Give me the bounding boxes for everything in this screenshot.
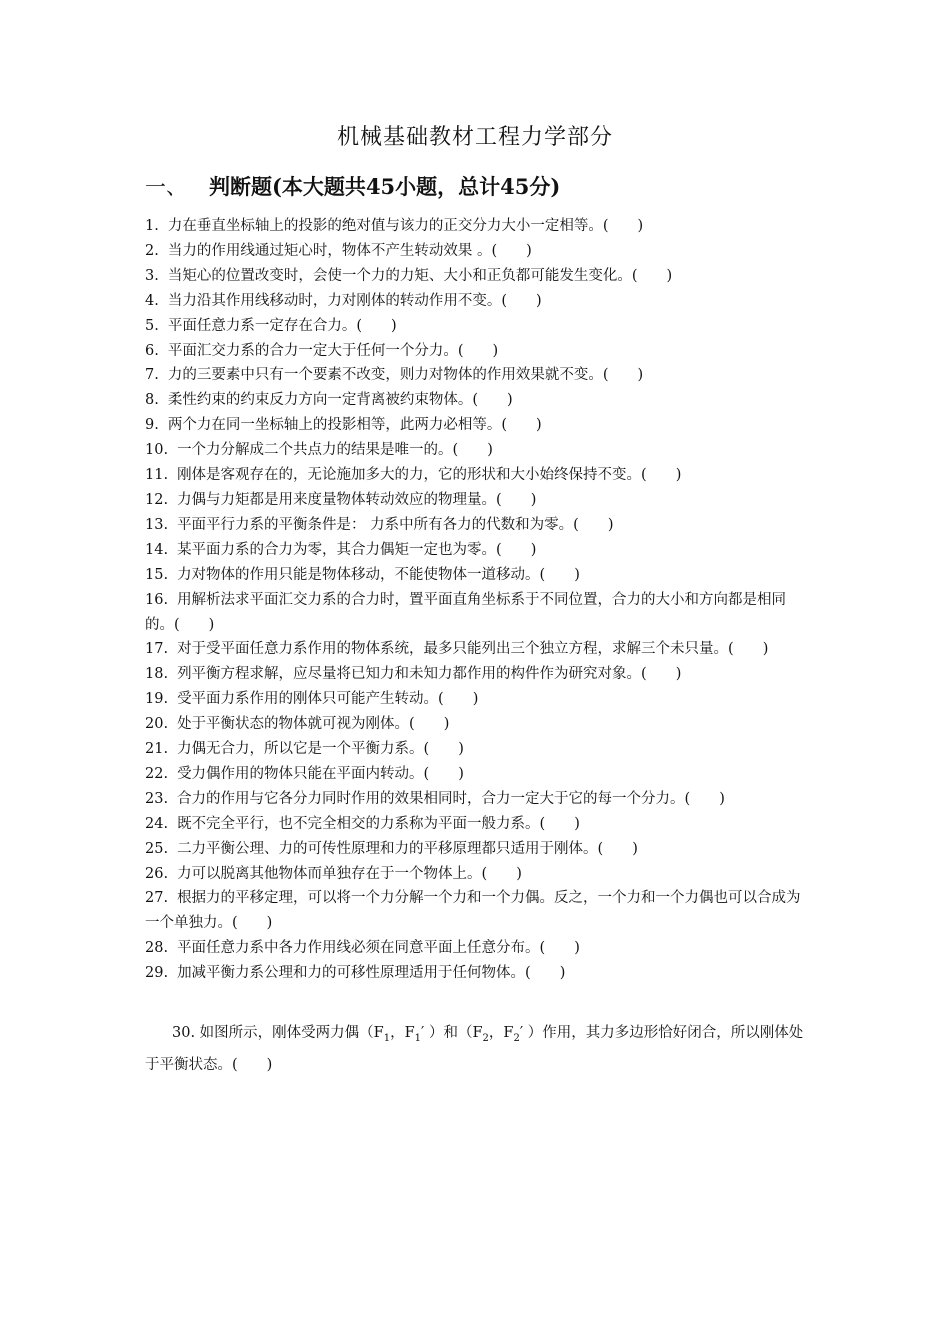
question-item — [145, 289, 810, 314]
question-text: 当力的作用线通过矩心时，物体不产生转动效果 。( ) — [167, 242, 532, 259]
section-heading — [145, 171, 560, 201]
section-points: 45 — [500, 174, 530, 199]
question-text: 刚体是客观存在的，无论施加多大的力，它的形状和大小始终保持不变。( ) — [177, 467, 682, 484]
question-number: 25. — [145, 840, 169, 857]
question-text: 一个力分解成二个共点力的结果是唯一的。( ) — [177, 442, 493, 459]
question-text: 力在垂直坐标轴上的投影的绝对值与该力的正交分力大小一定相等。( ) — [167, 218, 644, 234]
question-number: 10. — [145, 442, 169, 459]
question-number: 8. — [145, 392, 159, 409]
question-number: 19. — [145, 691, 169, 708]
question-text: 用解析法求平面汇交力系的合力时，置平面直角坐标系于不同位置，合力的大小和方向都是相同的。( ) — [145, 591, 787, 633]
question-number: 15. — [145, 566, 169, 583]
question-text: 受力偶作用的物体只能在平面内转动。( ) — [177, 765, 464, 782]
question-number: 2. — [145, 242, 159, 259]
question-text: 力的三要素中只有一个要素不改变，则力对物体的作用效果就不变。( ) — [167, 367, 644, 384]
question-item — [145, 712, 810, 737]
question-text: 处于平衡状态的物体就可视为刚体。( ) — [177, 716, 450, 733]
question-number: 5. — [145, 317, 159, 334]
question-30 — [145, 1020, 810, 1078]
question-number: 1. — [145, 218, 159, 234]
q30-sub-4: 2 — [513, 1032, 520, 1044]
question-item — [145, 513, 810, 538]
question-text: 根据力的平移定理，可以将一个力分解一个力和一个力偶。反之，一个力和一个力偶也可以合成为一个单独力。( ) — [145, 890, 801, 932]
question-text: 力偶无合力，所以它是一个平衡力系。( ) — [177, 741, 464, 758]
question-item — [145, 239, 810, 264]
question-number: 13. — [145, 516, 169, 533]
q30-sub-2: 1 — [414, 1032, 422, 1044]
question-text: 平面任意力系中各力作用线必须在同意平面上任意分布。( ) — [177, 940, 580, 957]
q30-sub-1: 1 — [383, 1032, 391, 1044]
question-text: 力对物体的作用只能是物体移动，不能使物体一道移动。( ) — [177, 566, 580, 583]
question-item — [145, 762, 810, 787]
question-number: 20. — [145, 716, 169, 733]
section-label: 判断题(本大题共 — [209, 174, 366, 199]
question-number: 11. — [145, 467, 169, 484]
question-number: 27. — [145, 890, 169, 907]
q30-text-d: ，F — [488, 1025, 514, 1041]
question-item — [145, 388, 810, 413]
question-item — [145, 314, 810, 339]
question-item — [145, 413, 810, 438]
question-text: 对于受平面任意力系作用的物体系统，最多只能列出三个独立方程，求解三个未只量。( ) — [177, 641, 769, 658]
question-item — [145, 264, 810, 289]
question-number: 21. — [145, 741, 169, 758]
document-title: 机械基础教材工程力学部分 — [336, 125, 613, 150]
question-item — [145, 862, 810, 887]
question-text: 既不完全平行，也不完全相交的力系称为平面一般力系。( ) — [177, 815, 580, 832]
question-item — [145, 737, 810, 762]
question-number: 18. — [145, 666, 169, 683]
question-item — [145, 563, 810, 588]
question-text: 受平面力系作用的刚体只可能产生转动。( ) — [177, 691, 479, 708]
question-item — [145, 886, 810, 936]
question-number: 16. — [145, 591, 169, 608]
question-text: 列平衡方程求解，应尽量将已知力和未知力都作用的构件作为研究对象。( ) — [177, 666, 682, 683]
question-item — [145, 936, 810, 961]
question-number: 17. — [145, 641, 169, 658]
question-number: 23. — [145, 790, 169, 807]
question-text: 二力平衡公理、力的可传性原理和力的平移原理都只适用于刚体。( ) — [177, 840, 638, 857]
question-number: 28. — [145, 940, 169, 957]
question-item — [145, 588, 810, 638]
question-text: 柔性约束的约束反力方向一定背离被约束物体。( ) — [167, 392, 513, 409]
question-number: 24. — [145, 815, 169, 832]
question-text: 当力沿其作用线移动时，力对刚体的转动作用不变。( ) — [167, 292, 542, 309]
question-item — [145, 662, 810, 687]
question-item — [145, 812, 810, 837]
question-text: 力可以脱离其他物体而单独存在于一个物体上。( ) — [177, 865, 522, 882]
question-item — [145, 463, 810, 488]
question-item — [145, 637, 810, 662]
section-count: 45 — [365, 174, 396, 199]
question-item — [145, 538, 810, 563]
question-text: 平面平行力系的平衡条件是： 力系中所有各力的代数和为零。( ) — [177, 516, 614, 533]
question-number: 22. — [145, 765, 169, 782]
question-number: 26. — [145, 865, 169, 882]
q30-text-b: ，F — [390, 1025, 415, 1041]
section-end: 分) — [529, 174, 561, 199]
question-text: 当矩心的位置改变时，会使一个力的力矩、大小和正负都可能发生变化。( ) — [167, 267, 673, 284]
question-number: 29. — [145, 965, 169, 982]
q30-text-e: ′ ）作用，其力多边形恰好闭合，所以刚体处于平衡状态。( ) — [145, 1025, 804, 1073]
question-text: 力偶与力矩都是用来度量物体转动效应的物理量。( ) — [177, 491, 537, 508]
question-list — [145, 214, 810, 986]
question-text: 平面汇交力系的合力一定大于任何一个分力。( ) — [167, 342, 499, 359]
question-item — [145, 214, 810, 239]
q30-text-a: 30. 如图所示，刚体受两力偶（F — [172, 1025, 384, 1041]
question-number: 7. — [145, 367, 159, 384]
question-item — [145, 837, 810, 862]
question-text: 合力的作用与它各分力同时作用的效果相同时，合力一定大于它的每一个分力。( ) — [177, 790, 725, 807]
question-number: 9. — [145, 417, 159, 434]
section-mid: 小题，总计 — [395, 174, 501, 199]
question-text: 某平面力系的合力为零，其合力偶矩一定也为零。( ) — [177, 541, 537, 558]
q30-sub-3: 2 — [482, 1032, 489, 1044]
question-item — [145, 961, 810, 986]
question-number: 3. — [145, 267, 159, 284]
question-number: 6. — [145, 342, 159, 359]
question-item — [145, 488, 810, 513]
question-item — [145, 438, 810, 463]
question-item — [145, 787, 810, 812]
question-item — [145, 339, 810, 364]
question-number: 14. — [145, 541, 169, 558]
question-text: 平面任意力系一定存在合力。( ) — [167, 317, 397, 334]
question-number: 4. — [145, 292, 159, 309]
q30-text-c: ′ ）和（F — [421, 1025, 483, 1041]
question-item — [145, 363, 810, 388]
question-number: 12. — [145, 491, 169, 508]
question-text: 两个力在同一坐标轴上的投影相等，此两力必相等。( ) — [167, 417, 542, 434]
question-item — [145, 687, 810, 712]
question-text: 加减平衡力系公理和力的可移性原理适用于任何物体。( ) — [177, 965, 566, 982]
section-number: 一、 — [145, 175, 187, 199]
